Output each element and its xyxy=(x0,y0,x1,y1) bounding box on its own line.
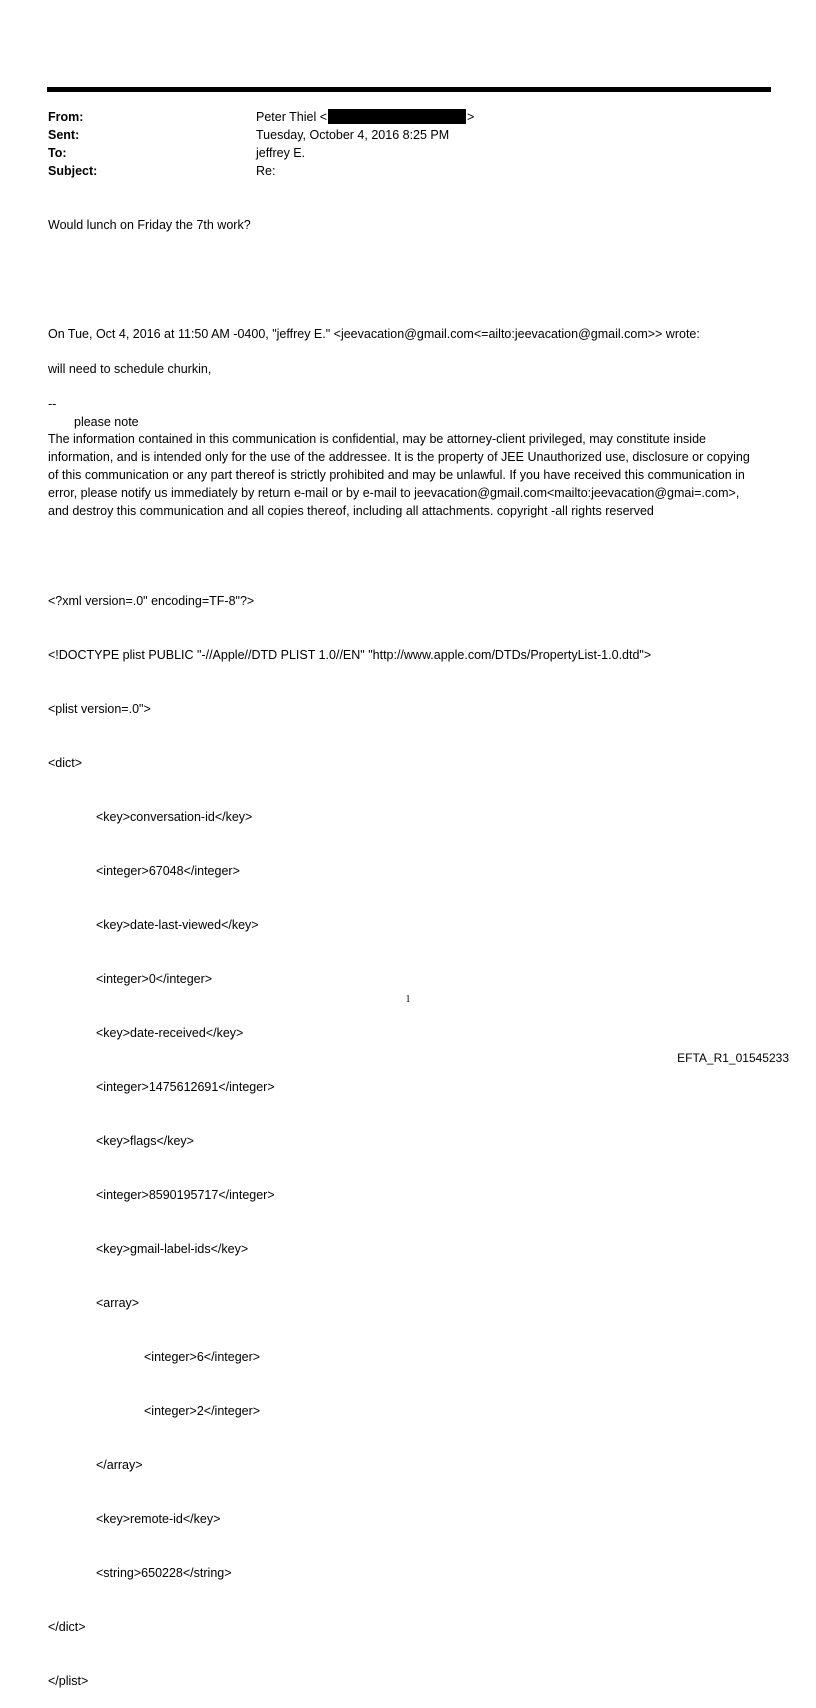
header-rule xyxy=(47,87,771,92)
from-row xyxy=(48,108,768,126)
redaction-box xyxy=(328,109,466,124)
xml-line: </array> xyxy=(96,1458,143,1472)
from-name: Peter Thiel < xyxy=(256,110,327,124)
from-label: From: xyxy=(48,110,84,124)
disclaimer-text: The information contained in this communication is confidential, may be attorney-client privileged, may constitute inside information, and is intended only for the use of the addressee. It is the property of JEE Unauthorized use, disclosure or copying of this communication or any part thereof is strictly prohibited and may be unlawful. If you have received this communication in error, please notify us immediately by return e-mail or by e-mail to jeevacation@gmail.com<mailto:jeevacation@gmai=.com>, and destroy this communication and all copies thereof, including all attachments. copyright -all rights reserved xyxy=(48,432,750,518)
sent-value: Tuesday, October 4, 2016 8:25 PM xyxy=(256,128,450,142)
xml-line: <integer>0</integer> xyxy=(96,972,213,986)
to-label: To: xyxy=(48,146,67,160)
xml-line: <key>date-received</key> xyxy=(96,1026,244,1040)
email-header xyxy=(48,108,768,180)
page-number: 1 xyxy=(405,994,411,1005)
subject-label: Subject: xyxy=(48,164,98,178)
quote-intro: On Tue, Oct 4, 2016 at 11:50 AM -0400, "jeffrey E." <jeevacation@gmail.com<=ailto:jeevacation@gmail.com>> wrote: xyxy=(48,327,700,341)
subject-value: Re: xyxy=(256,164,276,178)
to-value: jeffrey E. xyxy=(256,146,306,160)
please-note: please note xyxy=(74,415,139,429)
document-id: EFTA_R1_01545233 xyxy=(677,1051,789,1065)
xml-line: <key>conversation-id</key> xyxy=(96,810,253,824)
xml-line: <string>650228</string> xyxy=(96,1566,232,1580)
xml-line: <integer>8590195717</integer> xyxy=(96,1188,275,1202)
from-name-suffix: > xyxy=(467,110,475,124)
to-row xyxy=(48,144,768,162)
message-text: Would lunch on Friday the 7th work? xyxy=(48,218,251,232)
xml-line: <integer>6</integer> xyxy=(144,1350,261,1364)
xml-line: <dict> xyxy=(48,756,83,770)
xml-line: <integer>1475612691</integer> xyxy=(96,1080,275,1094)
xml-line: <key>gmail-label-ids</key> xyxy=(96,1242,249,1256)
xml-line: <key>date-last-viewed</key> xyxy=(96,918,259,932)
sent-label: Sent: xyxy=(48,128,80,142)
xml-line: <array> xyxy=(96,1296,140,1310)
from-value xyxy=(256,108,768,126)
signature-separator: -- xyxy=(48,397,57,411)
quoted-text: will need to schedule churkin, xyxy=(48,362,212,376)
xml-line: <!DOCTYPE plist PUBLIC "-//Apple//DTD PLIST 1.0//EN" "http://www.apple.com/DTDs/PropertyList-1.0.dtd"> xyxy=(48,648,652,662)
xml-block xyxy=(48,556,651,1708)
sent-row xyxy=(48,126,768,144)
xml-line: <plist version=.0"> xyxy=(48,702,151,716)
xml-line: </dict> xyxy=(48,1620,86,1634)
subject-row xyxy=(48,162,768,180)
xml-line: <key>flags</key> xyxy=(96,1134,194,1148)
xml-line: <key>remote-id</key> xyxy=(96,1512,221,1526)
xml-line: <integer>2</integer> xyxy=(144,1404,261,1418)
xml-line: <integer>67048</integer> xyxy=(96,864,240,878)
xml-line: <?xml version=.0" encoding=TF-8"?> xyxy=(48,594,255,608)
xml-line: </plist> xyxy=(48,1674,89,1688)
